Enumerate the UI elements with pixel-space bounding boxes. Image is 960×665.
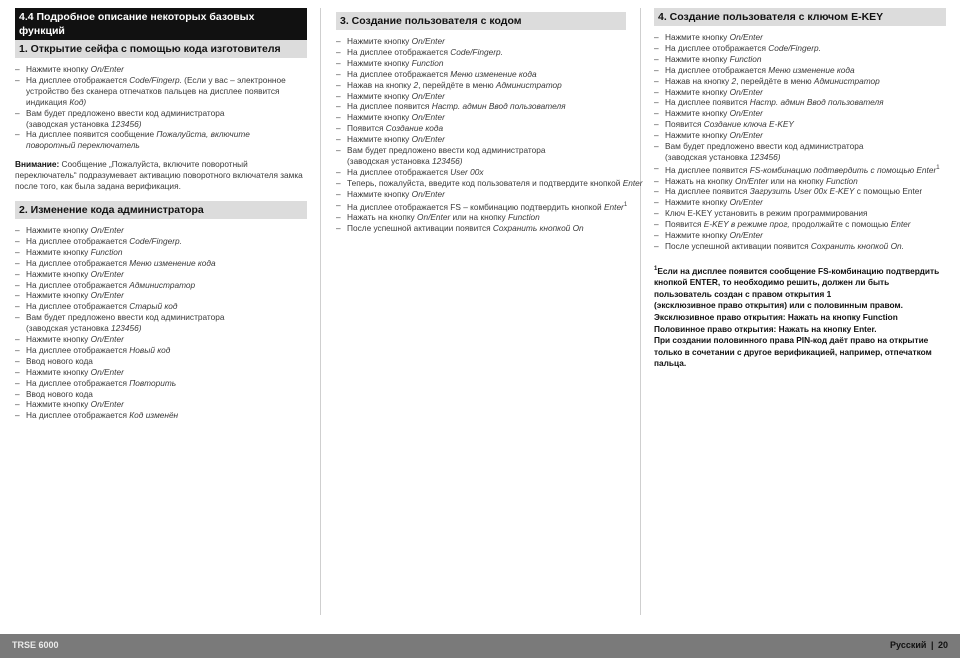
step-item	[336, 58, 626, 69]
step-text: На дисплее появится	[665, 164, 750, 175]
column-divider	[640, 8, 641, 615]
step-term: Code/Fingerp.	[129, 235, 182, 246]
steps-list	[15, 225, 307, 421]
step-text: Нажмите кнопку	[347, 134, 412, 145]
step-text: , перейдёте в меню	[418, 79, 496, 90]
step-item	[15, 378, 307, 389]
step-term: Администратор	[813, 75, 880, 86]
step-item	[15, 345, 307, 356]
step-item	[654, 97, 946, 108]
footnote-line: $^1$Если на дисплее появится сообщение FS-комбинацию подтвердить	[654, 265, 940, 276]
step-continuation	[654, 152, 946, 163]
step-term: Меню изменение кода	[129, 257, 216, 268]
step-item	[654, 108, 946, 119]
step-item	[15, 399, 307, 410]
step-term: Enter	[890, 219, 911, 230]
step-term: On/Enter	[411, 188, 445, 199]
step-term: поворотный переключатель	[26, 140, 140, 151]
step-text: На дисплее отображается	[347, 46, 451, 57]
page-footer	[0, 634, 960, 658]
page-number: 20	[937, 640, 948, 650]
step-item	[15, 301, 307, 312]
step-text: Нажать на кнопку	[665, 175, 736, 186]
step-text: продолжайте с помощью	[789, 219, 891, 230]
step-text: Нажмите кнопку	[665, 86, 730, 97]
step-item	[336, 189, 626, 200]
step-item	[654, 119, 946, 130]
step-continuation	[15, 97, 307, 108]
step-item	[654, 32, 946, 43]
step-item	[654, 241, 946, 252]
footnote-line: Половинное право открытия: Нажать на кнопку Enter.	[654, 323, 877, 334]
step-text: Нажмите кнопку	[26, 290, 91, 301]
step-text: Нажмите кнопку	[665, 108, 730, 119]
step-text: Нажмите кнопку	[347, 90, 412, 101]
step-term: Меню изменение кода	[450, 68, 537, 79]
step-text: Вам будет предложено ввести код администратора	[665, 141, 864, 152]
step-term: Администратор	[129, 279, 196, 290]
step-item	[15, 247, 307, 258]
step-item	[336, 145, 626, 156]
step-text: Нажмите кнопку	[26, 399, 91, 410]
step-term: On/Enter	[90, 334, 124, 345]
step-text: Вам будет предложено ввести код администратора	[26, 107, 225, 118]
step-item	[654, 219, 946, 230]
step-item	[15, 312, 307, 323]
step-term: 2	[413, 79, 419, 90]
step-text: Нажать на кнопку	[347, 212, 418, 223]
step-term: On/Enter	[729, 130, 763, 141]
steps-list	[15, 64, 307, 151]
step-term: On/Enter	[90, 268, 124, 279]
step-item	[654, 141, 946, 152]
step-item	[654, 87, 946, 98]
step-term: Администратор	[495, 79, 562, 90]
step-item	[654, 65, 946, 76]
step-item	[654, 186, 946, 197]
step-text: На дисплее появится	[665, 97, 750, 108]
step-continuation	[15, 86, 307, 97]
step-term: Code/Fingerp.	[129, 74, 182, 85]
step-text: Появится	[665, 219, 704, 230]
step-text: Ввод нового кода	[26, 355, 93, 366]
column-2	[336, 8, 643, 234]
step-term: Пожалуйста, включите	[156, 129, 250, 140]
step-text: На дисплее отображается	[26, 74, 130, 85]
step-term: On/Enter	[411, 134, 445, 145]
footnote	[654, 264, 946, 370]
step-text: На дисплее отображается	[665, 42, 769, 53]
step-term: Загрузить User 00x E-KEY	[749, 186, 855, 197]
step-text: , перейдёте в меню	[736, 75, 814, 86]
step-item	[336, 47, 626, 58]
step-text: На дисплее отображается	[26, 235, 130, 246]
step-term: On/Enter	[90, 224, 124, 235]
attention-note	[15, 159, 307, 192]
footnote-line: кнопкой ENTER, то необходимо решить, должен ли быть	[654, 277, 890, 288]
step-text: Нажав на кнопку	[347, 79, 414, 90]
step-term: Старый код	[129, 301, 178, 312]
step-term: On/Enter	[411, 90, 445, 101]
step-text: Нажмите кнопку	[347, 36, 412, 46]
step-term: Повторить	[129, 377, 177, 388]
step-text: Ввод нового кода	[26, 388, 93, 399]
step-text: После успешной активации появится	[347, 223, 493, 234]
footnote-line: пользователь создан с правом открытия 1	[654, 288, 832, 299]
footnote-ref: 1	[936, 164, 940, 171]
step-text: Нажмите кнопку	[665, 130, 730, 141]
step-text: устройство без сканера отпечатков пальцев на дисплее появится	[26, 85, 280, 96]
step-text: (Если у вас – электронное	[181, 74, 286, 85]
step-text: с помощью Enter	[854, 186, 923, 197]
step-item	[336, 91, 626, 102]
section-header-1: 1. Открытие сейфа с помощью кода изготовителя	[15, 40, 307, 58]
step-text: На дисплее отображается FS – комбинацию подтвердить кнопкой	[347, 201, 604, 212]
step-term: Enter	[603, 201, 624, 212]
step-text: На дисплее отображается	[347, 68, 451, 79]
step-item	[336, 200, 626, 213]
step-continuation	[15, 323, 307, 334]
step-text: Нажмите кнопку	[665, 230, 730, 241]
step-item	[654, 197, 946, 208]
column-1	[15, 8, 307, 421]
step-text: Нажмите кнопку	[26, 366, 91, 377]
step-text: Нажмите кнопку	[26, 334, 91, 345]
step-term: Code/Fingerp.	[450, 46, 503, 57]
step-text: индикация	[26, 96, 70, 107]
footnote-marker: 1	[654, 265, 658, 272]
step-item	[654, 54, 946, 65]
step-item	[336, 36, 626, 47]
step-item	[15, 410, 307, 421]
step-item	[336, 212, 626, 223]
step-text: На дисплее отображается	[26, 257, 130, 268]
step-term: 123456)	[432, 155, 463, 166]
footnote-line: При создании половинного права PIN-код даёт право на открытие	[654, 335, 929, 346]
step-item	[15, 225, 307, 236]
step-item	[15, 129, 307, 140]
step-text: Нажмите кнопку	[26, 64, 91, 74]
step-term: 123456)	[750, 151, 781, 162]
step-continuation	[15, 140, 307, 151]
step-item	[336, 101, 626, 112]
step-term: 123456)	[111, 323, 142, 334]
step-item	[15, 334, 307, 345]
step-text: На дисплее отображается	[26, 410, 130, 421]
step-term: Настр. админ Ввод пользователя	[749, 97, 884, 108]
step-term: Code/Fingerp.	[768, 42, 821, 53]
step-item	[15, 236, 307, 247]
step-term: On/Enter	[90, 366, 124, 377]
language-label: Русский	[890, 640, 927, 650]
column-divider	[320, 8, 321, 615]
step-term: Создание кода	[385, 123, 444, 134]
step-text: Появится	[347, 123, 386, 134]
step-item	[15, 367, 307, 378]
step-item	[654, 163, 946, 176]
step-term: On/Enter	[417, 212, 451, 223]
step-item	[15, 389, 307, 400]
step-item	[336, 134, 626, 145]
step-term: Function	[825, 175, 858, 186]
step-text: На дисплее отображается	[26, 301, 130, 312]
step-item	[336, 123, 626, 134]
step-text: После успешной активации появится	[665, 240, 811, 251]
step-text: Нажав на кнопку	[665, 75, 732, 86]
step-item	[654, 43, 946, 54]
step-term: Сохранить кнопкой On	[492, 223, 584, 234]
step-text: На дисплее отображается	[347, 166, 451, 177]
step-text: Нажмите кнопку	[665, 197, 730, 208]
step-term: Настр. админ Ввод пользователя	[431, 101, 566, 112]
step-item	[654, 208, 946, 219]
step-item	[654, 176, 946, 187]
step-term: On/Enter	[90, 64, 124, 74]
step-term: Код изменён	[129, 410, 179, 421]
step-item	[15, 258, 307, 269]
note-label: Внимание:	[15, 159, 60, 170]
step-item	[654, 230, 946, 241]
footnote-line: (эксклюзивное право открытия) или с половинным правом.	[654, 300, 903, 311]
main-section-header: 4.4 Подробное описание некоторых базовых функций	[15, 8, 307, 40]
steps-list	[654, 32, 946, 252]
footnote-ref: 1	[623, 201, 628, 208]
step-item	[654, 76, 946, 87]
step-continuation	[15, 119, 307, 130]
step-term: Меню изменение кода	[768, 64, 855, 75]
footnote-line: Эксклюзивное право открытия: Нажать на кнопку Function	[654, 312, 898, 323]
step-term: 2	[731, 75, 737, 86]
step-item	[15, 269, 307, 280]
step-text: (заводская установка	[665, 151, 751, 162]
step-text: На дисплее появится	[347, 101, 432, 112]
step-item	[15, 64, 307, 75]
step-term: Создание ключа E-KEY	[703, 119, 794, 130]
step-text: Нажмите кнопку	[347, 188, 412, 199]
step-item	[15, 280, 307, 291]
step-item	[336, 69, 626, 80]
step-term: On/Enter	[729, 86, 763, 97]
step-text: На дисплее появится	[665, 186, 750, 197]
step-text: Появится	[665, 119, 704, 130]
section-header-3: 3. Создание пользователя с кодом	[336, 12, 626, 30]
step-term: On/Enter	[729, 32, 763, 42]
step-text: На дисплее отображается	[26, 279, 130, 290]
step-text: или на кнопку	[450, 212, 508, 223]
step-item	[15, 75, 307, 86]
step-text: (заводская установка	[347, 155, 433, 166]
step-term: Новый код	[129, 344, 171, 355]
step-term: Enter	[622, 177, 643, 188]
step-text: Нажмите кнопку	[347, 57, 412, 68]
step-term: On/Enter	[729, 108, 763, 119]
step-term: E-KEY в режиме прог,	[703, 219, 790, 230]
step-term: User 00x	[450, 166, 484, 177]
step-term: Function	[411, 57, 444, 68]
step-text: На дисплее отображается	[26, 344, 130, 355]
step-item	[336, 167, 626, 178]
step-item	[15, 356, 307, 367]
note-text: Сообщение „Пожалуйста, включите поворотный переключатель“ подразумевает активацию поворотного включателя замка после того, как была задана верификация.	[15, 159, 303, 192]
step-text: Нажмите кнопку	[665, 53, 730, 64]
step-text: Нажмите кнопку	[26, 246, 91, 257]
steps-list	[336, 36, 643, 234]
step-text: На дисплее появится сообщение	[26, 129, 157, 140]
step-text: (заводская установка	[26, 323, 112, 334]
step-text: Ключ E-KEY установить в режим программирования	[665, 208, 868, 219]
step-continuation	[336, 156, 626, 167]
section-header-2: 2. Изменение кода администратора	[15, 201, 307, 219]
step-item	[336, 80, 626, 91]
step-term: On/Enter	[90, 399, 124, 410]
step-text: Нажмите кнопку	[347, 112, 412, 123]
step-term: Function	[729, 53, 762, 64]
step-term: Код)	[69, 96, 87, 107]
step-term: 123456)	[111, 118, 142, 129]
step-term: On/Enter	[411, 36, 445, 46]
step-text: На дисплее отображается	[665, 64, 769, 75]
step-item	[15, 290, 307, 301]
step-term: Function	[90, 246, 123, 257]
step-text: Нажмите кнопку	[26, 268, 91, 279]
step-term: Сохранить кнопкой On.	[810, 240, 904, 251]
section-header-4: 4. Создание пользователя с ключом E-KEY	[654, 8, 946, 26]
step-text: Вам будет предложено ввести код администратора	[26, 312, 225, 323]
step-text: (заводская установка	[26, 118, 112, 129]
step-text: Нажмите кнопку	[26, 224, 91, 235]
step-term: On/Enter	[729, 197, 763, 208]
step-text: или на кнопку	[768, 175, 826, 186]
step-term: Function	[507, 212, 540, 223]
product-name: TRSE 6000	[12, 640, 59, 650]
step-item	[15, 108, 307, 119]
step-term: On/Enter	[411, 112, 445, 123]
step-text: На дисплее отображается	[26, 377, 130, 388]
step-term: On/Enter	[90, 290, 124, 301]
step-term: FS-комбинацию подтвердить с помощью Enter	[749, 164, 937, 175]
page-info	[890, 640, 948, 650]
step-text: Вам будет предложено ввести код администратора	[347, 145, 546, 156]
separator: |	[930, 640, 934, 650]
step-item	[336, 223, 626, 234]
step-text: Нажмите кнопку	[665, 32, 730, 42]
step-term: On/Enter	[729, 230, 763, 241]
column-3	[654, 8, 946, 370]
footnote-line: только в сочетании с другое верификацией, например, отпечатком	[654, 346, 932, 357]
step-item	[654, 130, 946, 141]
step-text: Теперь, пожалуйста, введите код пользователя и подтвердите кнопкой	[347, 177, 623, 188]
step-item	[336, 177, 643, 189]
footnote-line: пальца.	[654, 358, 687, 369]
step-term: On/Enter	[735, 175, 769, 186]
step-item	[336, 112, 626, 123]
